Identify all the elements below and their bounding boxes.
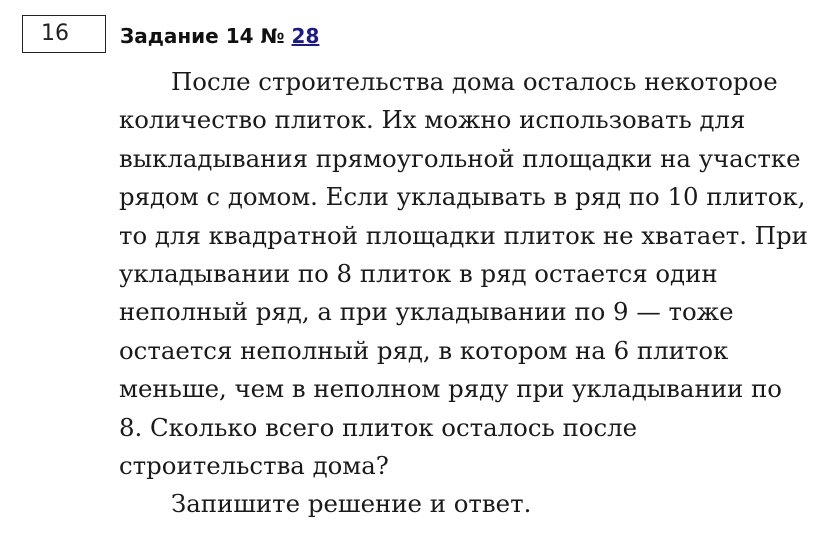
task-title: Задание 14 № [120,24,292,48]
task-body [119,63,809,524]
task-id-link[interactable]: 28 [291,24,320,48]
task-number-box [22,15,106,53]
task-instruction: Запишите решение и ответ. [171,489,532,519]
task-header [120,20,319,52]
task-number: 16 [41,21,69,46]
task-paragraph: После строительства дома осталось некоторое количество плиток. Их можно использовать для выкладывания прямоугольной площадки на участке рядом с домом. Если укладывать в ряд по 10 плиток, то для квадратной площадки плиток не хватает. При укладывании по 8 плиток в ряд остается один неполный ряд, а при укладывании по 9 — тоже остается неполный ряд, в котором на 6 плиток меньше, чем в неполном ряду при укладывании по 8. Сколько всего плиток осталось после строительства дома? [119,67,808,481]
